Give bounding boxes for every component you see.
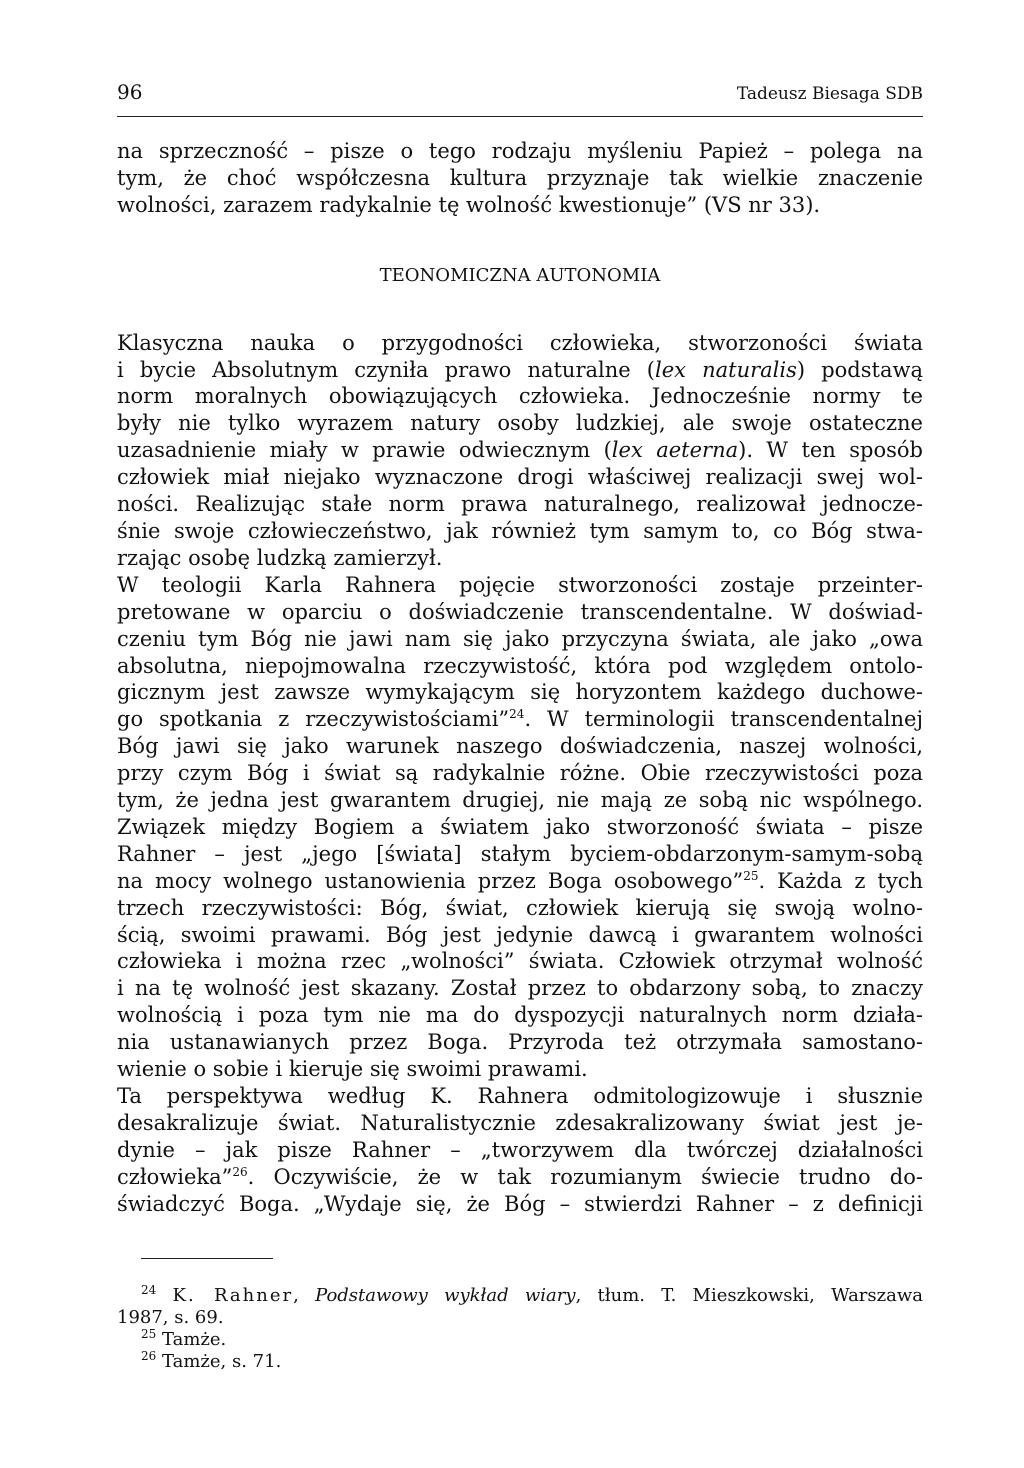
text-line: ności. Realizując stałe norm prawa naturalnego, realizował jednocze- [117, 492, 923, 517]
text-line: go spotkania z rzeczywistościami”$^{24}$. W terminologii transcendentalnej [117, 707, 923, 732]
text-line: człowieka”$^{26}$. Oczywiście, że w tak rozumianym świecie trudno do- [117, 1164, 923, 1189]
body-text [117, 138, 923, 1218]
page [117, 80, 923, 1373]
text-line: wolności, zarazem radykalnie tę wolność kwestionuje” (VS nr 33). [117, 192, 821, 217]
text-line: absolutna, niepojmowalna rzeczywistość, która pod względem ontolo- [117, 653, 923, 678]
text-line: trzech rzeczywistości: Bóg, świat, człowiek kierują się swoją wolno- [117, 895, 923, 920]
text-line: świadczyć Boga. „Wydaje się, że Bóg – stwierdzi Rahner – z definicji [117, 1191, 923, 1216]
text-line: ścią, swoimi prawami. Bóg jest jedynie dawcą i gwarantem wolności [117, 922, 923, 947]
text-line: wienie o sobie i kieruje się swoimi prawami. [117, 1057, 588, 1082]
text-line: Klasyczna nauka o przygodności człowieka, stworzoności świata [117, 330, 923, 355]
text-line: dynie – jak pisze Rahner – „tworzywem dla twórczej działalności [117, 1137, 923, 1162]
latin-term: lex naturalis [655, 357, 797, 382]
text-line: czeniu tym Bóg nie jawi nam się jako przyczyna świata, ale jako „owa [117, 626, 923, 651]
footnote-ref: 24 [509, 707, 525, 722]
text-line: Rahner – jest „jego [świata] stałym byciem-obdarzonym-samym-sobą [117, 841, 923, 866]
text-line: Bóg jawi się jako warunek naszego doświadczenia, naszej wolności, [117, 734, 923, 759]
text-line: i na tę wolność jest skazany. Został przez to obdarzony sobą, to znaczy [117, 976, 923, 1001]
footnote-24: $^{24}$ K. Rahner, Podstawowy wykład wiary, tłum. T. Mieszkowski, Warszawa [141, 1284, 923, 1306]
page-number: 96 [117, 80, 143, 104]
text-line: na mocy wolnego ustanowienia przez Boga osobowego”$^{25}$. Każda z tych [117, 868, 923, 893]
section-heading: TEONOMICZNA AUTONOMIA [379, 264, 661, 286]
text-line: W teologii Karla Rahnera pojęcie stworzoności zostaje przeinter- [117, 572, 923, 597]
text-line: norm moralnych obowiązujących człowieka. Jednocześnie normy te [117, 384, 923, 409]
page-header [117, 80, 923, 117]
footnotes [117, 1285, 923, 1373]
text-line: Związek między Bogiem a światem jako stworzoność świata – pisze [117, 814, 923, 839]
latin-term: lex aeterna [611, 438, 739, 463]
text-line: nia ustanawianych przez Boga. Przyroda też otrzymała samostano- [117, 1030, 923, 1055]
text-line: uzasadnienie miały w prawie odwiecznym (lex aeterna). W ten sposób [117, 438, 923, 463]
text-line: desakralizuje świat. Naturalistycznie zdesakralizowany świat jest je- [117, 1110, 923, 1135]
footnote-26: $^{26}$ Tamże, s. 71. [141, 1350, 282, 1372]
footnote-24-cont: 1987, s. 69. [117, 1306, 224, 1328]
text-line: tym, że choć współczesna kultura przyznaje tak wielkie znaczenie [117, 165, 923, 190]
text-line: człowieka i można rzec „wolności” świata. Człowiek otrzymał wolność [117, 949, 923, 974]
text-line: gicznym jest zawsze wymykającym się horyzontem każdego duchowe- [117, 680, 923, 705]
footnote-ref: 26 [232, 1164, 248, 1179]
running-head: Tadeusz Biesaga SDB [736, 84, 923, 104]
text-line: tym, że jedna jest gwarantem drugiej, nie mają ze sobą nic wspólnego. [117, 788, 923, 813]
text-line: wolnością i poza tym nie ma do dyspozycji naturalnych norm działa- [117, 1003, 923, 1028]
text-line: śnie swoje człowieczeństwo, jak również tym samym to, co Bóg stwa- [117, 518, 923, 543]
text-line: były nie tylko wyrazem natury osoby ludzkiej, ale swoje ostateczne [117, 411, 923, 436]
text-line: przy czym Bóg i świat są radykalnie różne. Obie rzeczywistości poza [117, 761, 923, 786]
footnote-25: $^{25}$ Tamże. [141, 1328, 227, 1350]
text-line: na sprzeczność – pisze o tego rodzaju myśleniu Papież – polega na [117, 139, 923, 163]
footnote-ref: 25 [743, 868, 759, 883]
text-line: rzając osobę ludzką zamierzył. [117, 545, 443, 570]
footnote-divider [141, 1258, 273, 1259]
text-line: Ta perspektywa według K. Rahnera odmitologizowuje i słusznie [117, 1084, 923, 1108]
text-line: pretowane w oparciu o doświadczenie transcendentalne. W doświad- [117, 599, 923, 624]
text-line: człowiek miał niejako wyznaczone drogi właściwej realizacji swej wol- [117, 465, 923, 490]
text-line: i bycie Absolutnym czyniła prawo naturalne (lex naturalis) podstawą [117, 357, 923, 382]
